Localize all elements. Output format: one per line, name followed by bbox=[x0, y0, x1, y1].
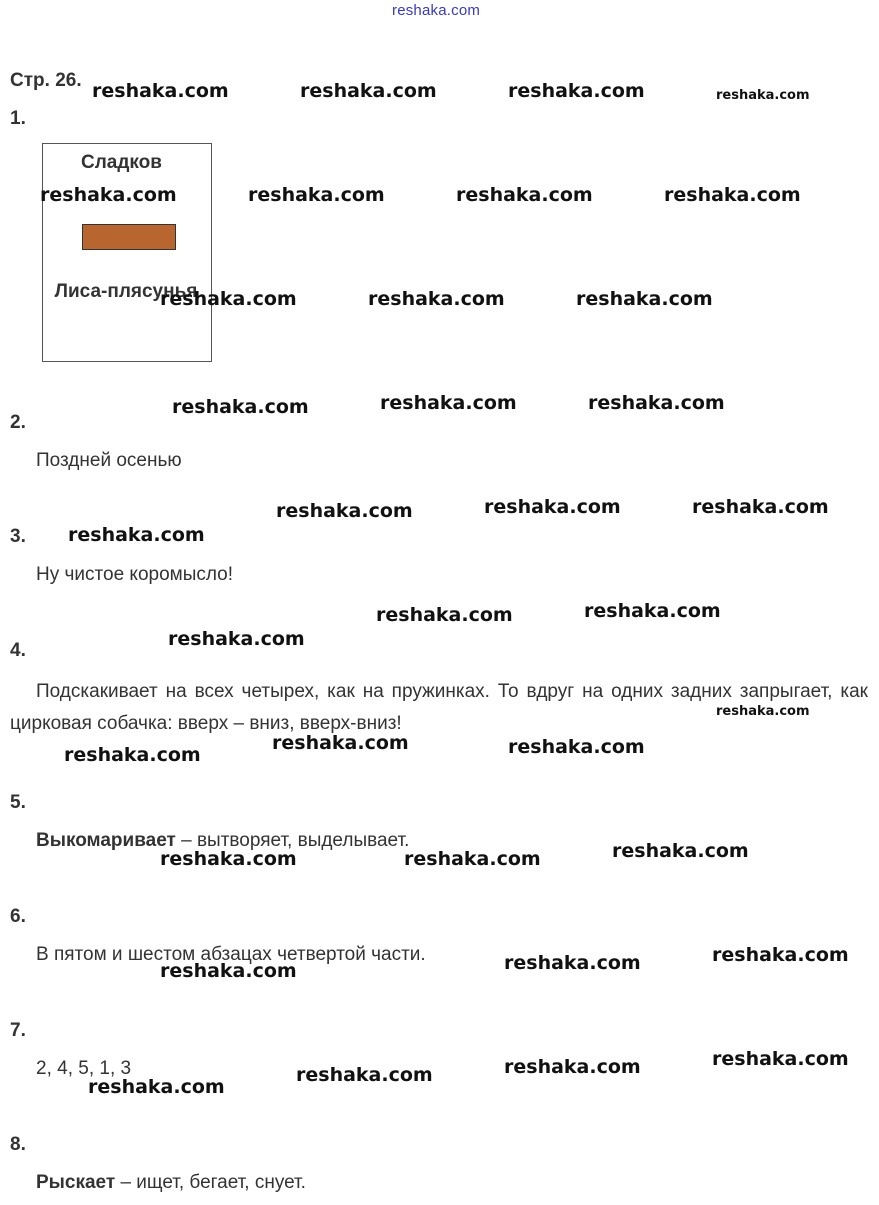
watermark: reshaka.com bbox=[172, 396, 309, 418]
watermark: reshaka.com bbox=[68, 524, 205, 546]
definition-8: – ищет, бегает, снует. bbox=[115, 1172, 306, 1193]
watermark: reshaka.com bbox=[664, 184, 801, 206]
watermark: reshaka.com bbox=[160, 288, 297, 310]
watermark: reshaka.com bbox=[456, 184, 593, 206]
watermark: reshaka.com bbox=[612, 840, 749, 862]
watermark: reshaka.com bbox=[300, 80, 437, 102]
item-number-4: 4. bbox=[10, 640, 26, 661]
watermark: reshaka.com bbox=[168, 628, 305, 650]
watermark: reshaka.com bbox=[576, 288, 713, 310]
answer-3: Ну чистое коромысло! bbox=[36, 564, 234, 585]
answer-8 bbox=[36, 1172, 306, 1194]
watermark: reshaka.com bbox=[276, 500, 413, 522]
watermark: reshaka.com bbox=[584, 600, 721, 622]
watermark: reshaka.com bbox=[296, 1064, 433, 1086]
watermark: reshaka.com bbox=[40, 184, 177, 206]
watermark: reshaka.com bbox=[712, 944, 849, 966]
watermark: reshaka.com bbox=[160, 848, 297, 870]
watermark: reshaka.com bbox=[64, 744, 201, 766]
term-5: Выкомаривает bbox=[36, 830, 176, 851]
watermark: reshaka.com bbox=[88, 1076, 225, 1098]
answer-2: Поздней осенью bbox=[36, 450, 182, 471]
watermark: reshaka.com bbox=[248, 184, 385, 206]
book-color-bar bbox=[82, 224, 176, 250]
watermark: reshaka.com bbox=[588, 392, 725, 414]
definition-5: – вытворяет, выделывает. bbox=[175, 830, 410, 851]
book-author: Сладков bbox=[81, 152, 162, 173]
watermark: reshaka.com bbox=[716, 88, 810, 103]
site-header-link[interactable]: reshaka.com bbox=[392, 2, 481, 19]
item-number-2: 2. bbox=[10, 412, 26, 433]
answer-6: В пятом и шестом абзацах четвертой части. bbox=[36, 944, 426, 965]
watermark: reshaka.com bbox=[376, 604, 513, 626]
item-number-1: 1. bbox=[10, 108, 26, 129]
watermark: reshaka.com bbox=[404, 848, 541, 870]
watermark: reshaka.com bbox=[368, 288, 505, 310]
watermark: reshaka.com bbox=[272, 732, 409, 754]
item-number-7: 7. bbox=[10, 1020, 26, 1041]
watermark: reshaka.com bbox=[504, 1056, 641, 1078]
watermark: reshaka.com bbox=[380, 392, 517, 414]
term-8: Рыскает bbox=[36, 1172, 116, 1193]
watermark: reshaka.com bbox=[508, 736, 645, 758]
item-number-3: 3. bbox=[10, 526, 26, 547]
book-title: Лиса-плясунья bbox=[54, 281, 198, 302]
watermark: reshaka.com bbox=[692, 496, 829, 518]
watermark: reshaka.com bbox=[716, 704, 810, 719]
watermark: reshaka.com bbox=[712, 1048, 849, 1070]
watermark: reshaka.com bbox=[504, 952, 641, 974]
item-number-6: 6. bbox=[10, 906, 26, 927]
page-label: Стр. 26. bbox=[10, 70, 82, 91]
watermark: reshaka.com bbox=[508, 80, 645, 102]
answer-7: 2, 4, 5, 1, 3 bbox=[36, 1058, 132, 1079]
watermark: reshaka.com bbox=[484, 496, 621, 518]
book-cover bbox=[42, 143, 212, 362]
watermark: reshaka.com bbox=[92, 80, 229, 102]
watermark: reshaka.com bbox=[160, 960, 297, 982]
item-number-5: 5. bbox=[10, 792, 26, 813]
item-number-8: 8. bbox=[10, 1134, 26, 1155]
answer-4: Подскакивает на всех четырех, как на пружинках. То вдруг на одних задних запрыгает, как цирковая собачка: вверх – вниз, вверх-вниз! bbox=[10, 681, 868, 734]
